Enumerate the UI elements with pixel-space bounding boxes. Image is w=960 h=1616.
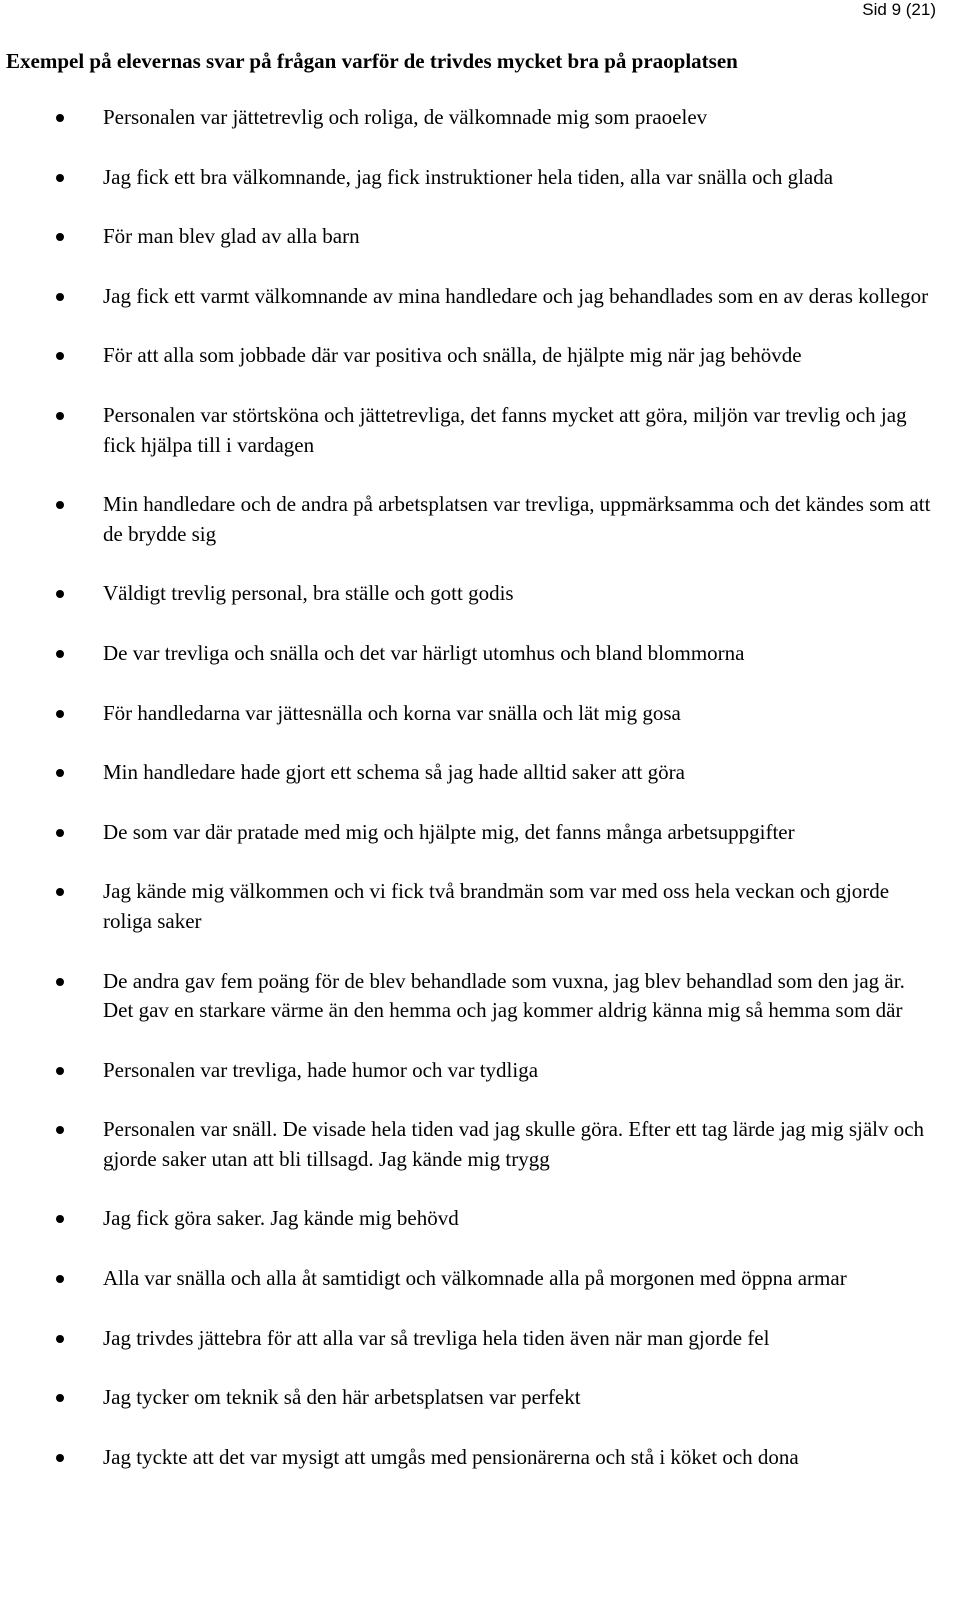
- list-item: [0, 1204, 960, 1234]
- answer-list: [0, 103, 960, 1502]
- list-item: [0, 401, 960, 460]
- answer-text: Personalen var snäll. De visade hela tiden vad jag skulle göra. Efter ett tag lärde jag mig själv och gjorde saker utan att bli tillsagd. Jag kände mig trygg: [103, 1117, 925, 1171]
- bullet-icon: [56, 1215, 64, 1223]
- list-item: [0, 490, 960, 549]
- answer-text: De som var där pratade med mig och hjälpte mig, det fanns många arbetsuppgifter: [103, 819, 795, 844]
- list-item: [0, 699, 960, 729]
- answer-text: De var trevliga och snälla och det var härligt utomhus och bland blommorna: [103, 640, 745, 665]
- bullet-icon: [56, 769, 64, 777]
- bullet-icon: [56, 174, 64, 182]
- answer-text: För man blev glad av alla barn: [103, 224, 360, 249]
- list-item: [0, 967, 960, 1026]
- bullet-icon: [56, 1126, 64, 1134]
- bullet-icon: [56, 1275, 64, 1283]
- answer-text: Personalen var jättetrevlig och roliga, de välkomnade mig som praoelev: [103, 105, 708, 129]
- bullet-icon: [56, 412, 64, 420]
- section-heading: Exempel på elevernas svar på frågan varför de trivdes mycket bra på praoplatsen: [6, 49, 738, 73]
- answer-text: Jag fick göra saker. Jag kände mig behövd: [103, 1206, 459, 1231]
- list-item: [0, 103, 960, 133]
- bullet-icon: [56, 829, 64, 837]
- answer-text: Jag trivdes jättebra för att alla var så trevliga hela tiden även när man gjorde fel: [103, 1325, 770, 1350]
- answer-text: Min handledare och de andra på arbetsplatsen var trevliga, uppmärksamma och det kändes som att de brydde sig: [103, 492, 931, 546]
- answer-text: För att alla som jobbade där var positiva och snälla, de hjälpte mig när jag behövde: [103, 343, 802, 368]
- answer-text: Jag fick ett varmt välkomnande av mina handledare och jag behandlades som en av deras kollegor: [103, 283, 929, 308]
- bullet-icon: [56, 1454, 64, 1462]
- list-item: [0, 1324, 960, 1354]
- list-item: [0, 282, 960, 312]
- list-item: [0, 1115, 960, 1174]
- answer-text: Jag fick ett bra välkomnande, jag fick instruktioner hela tiden, alla var snälla och glada: [103, 164, 834, 189]
- bullet-icon: [56, 114, 64, 122]
- list-item: [0, 1383, 960, 1413]
- bullet-icon: [56, 501, 64, 509]
- bullet-icon: [56, 590, 64, 598]
- answer-text: Jag kände mig välkommen och vi fick två brandmän som var med oss hela veckan och gjorde roliga saker: [103, 879, 890, 933]
- page-number: Sid 9 (21): [862, 0, 936, 19]
- answer-text: Jag tycker om teknik så den här arbetsplatsen var perfekt: [103, 1385, 581, 1410]
- bullet-icon: [56, 888, 64, 896]
- bullet-icon: [56, 710, 64, 718]
- answer-text: Personalen var störtsköna och jättetrevliga, det fanns mycket att göra, miljön var trevlig och jag fick hjälpa till i vardagen: [103, 402, 907, 457]
- list-item: [0, 163, 960, 193]
- list-item: [0, 818, 960, 848]
- list-item: [0, 1056, 960, 1086]
- answer-text: Jag tyckte att det var mysigt att umgås med pensionärerna och stå i köket och dona: [103, 1444, 799, 1469]
- bullet-icon: [56, 1335, 64, 1343]
- answer-text: Väldigt trevlig personal, bra ställe och gott godis: [103, 581, 514, 606]
- list-item: [0, 639, 960, 669]
- list-item: [0, 758, 960, 788]
- bullet-icon: [56, 978, 64, 986]
- bullet-icon: [56, 293, 64, 301]
- answer-text: De andra gav fem poäng för de blev behandlade som vuxna, jag blev behandlad som den jag är. Det gav en starkare värme än den hemma och jag kommer aldrig känna mig så hemma som där: [103, 968, 905, 1023]
- bullet-icon: [56, 233, 64, 241]
- bullet-icon: [56, 1067, 64, 1075]
- list-item: [0, 1443, 960, 1473]
- list-item: [0, 341, 960, 371]
- list-item: [0, 222, 960, 252]
- list-item: [0, 877, 960, 936]
- list-item: [0, 579, 960, 609]
- answer-text: För handledarna var jättesnälla och korna var snälla och lät mig gosa: [103, 700, 681, 725]
- bullet-icon: [56, 352, 64, 360]
- answer-text: Personalen var trevliga, hade humor och var tydliga: [103, 1057, 539, 1082]
- list-item: [0, 1264, 960, 1294]
- bullet-icon: [56, 1394, 64, 1402]
- bullet-icon: [56, 650, 64, 658]
- answer-text: Alla var snälla och alla åt samtidigt och välkomnade alla på morgonen med öppna armar: [103, 1266, 847, 1291]
- answer-text: Min handledare hade gjort ett schema så jag hade alltid saker att göra: [103, 760, 685, 785]
